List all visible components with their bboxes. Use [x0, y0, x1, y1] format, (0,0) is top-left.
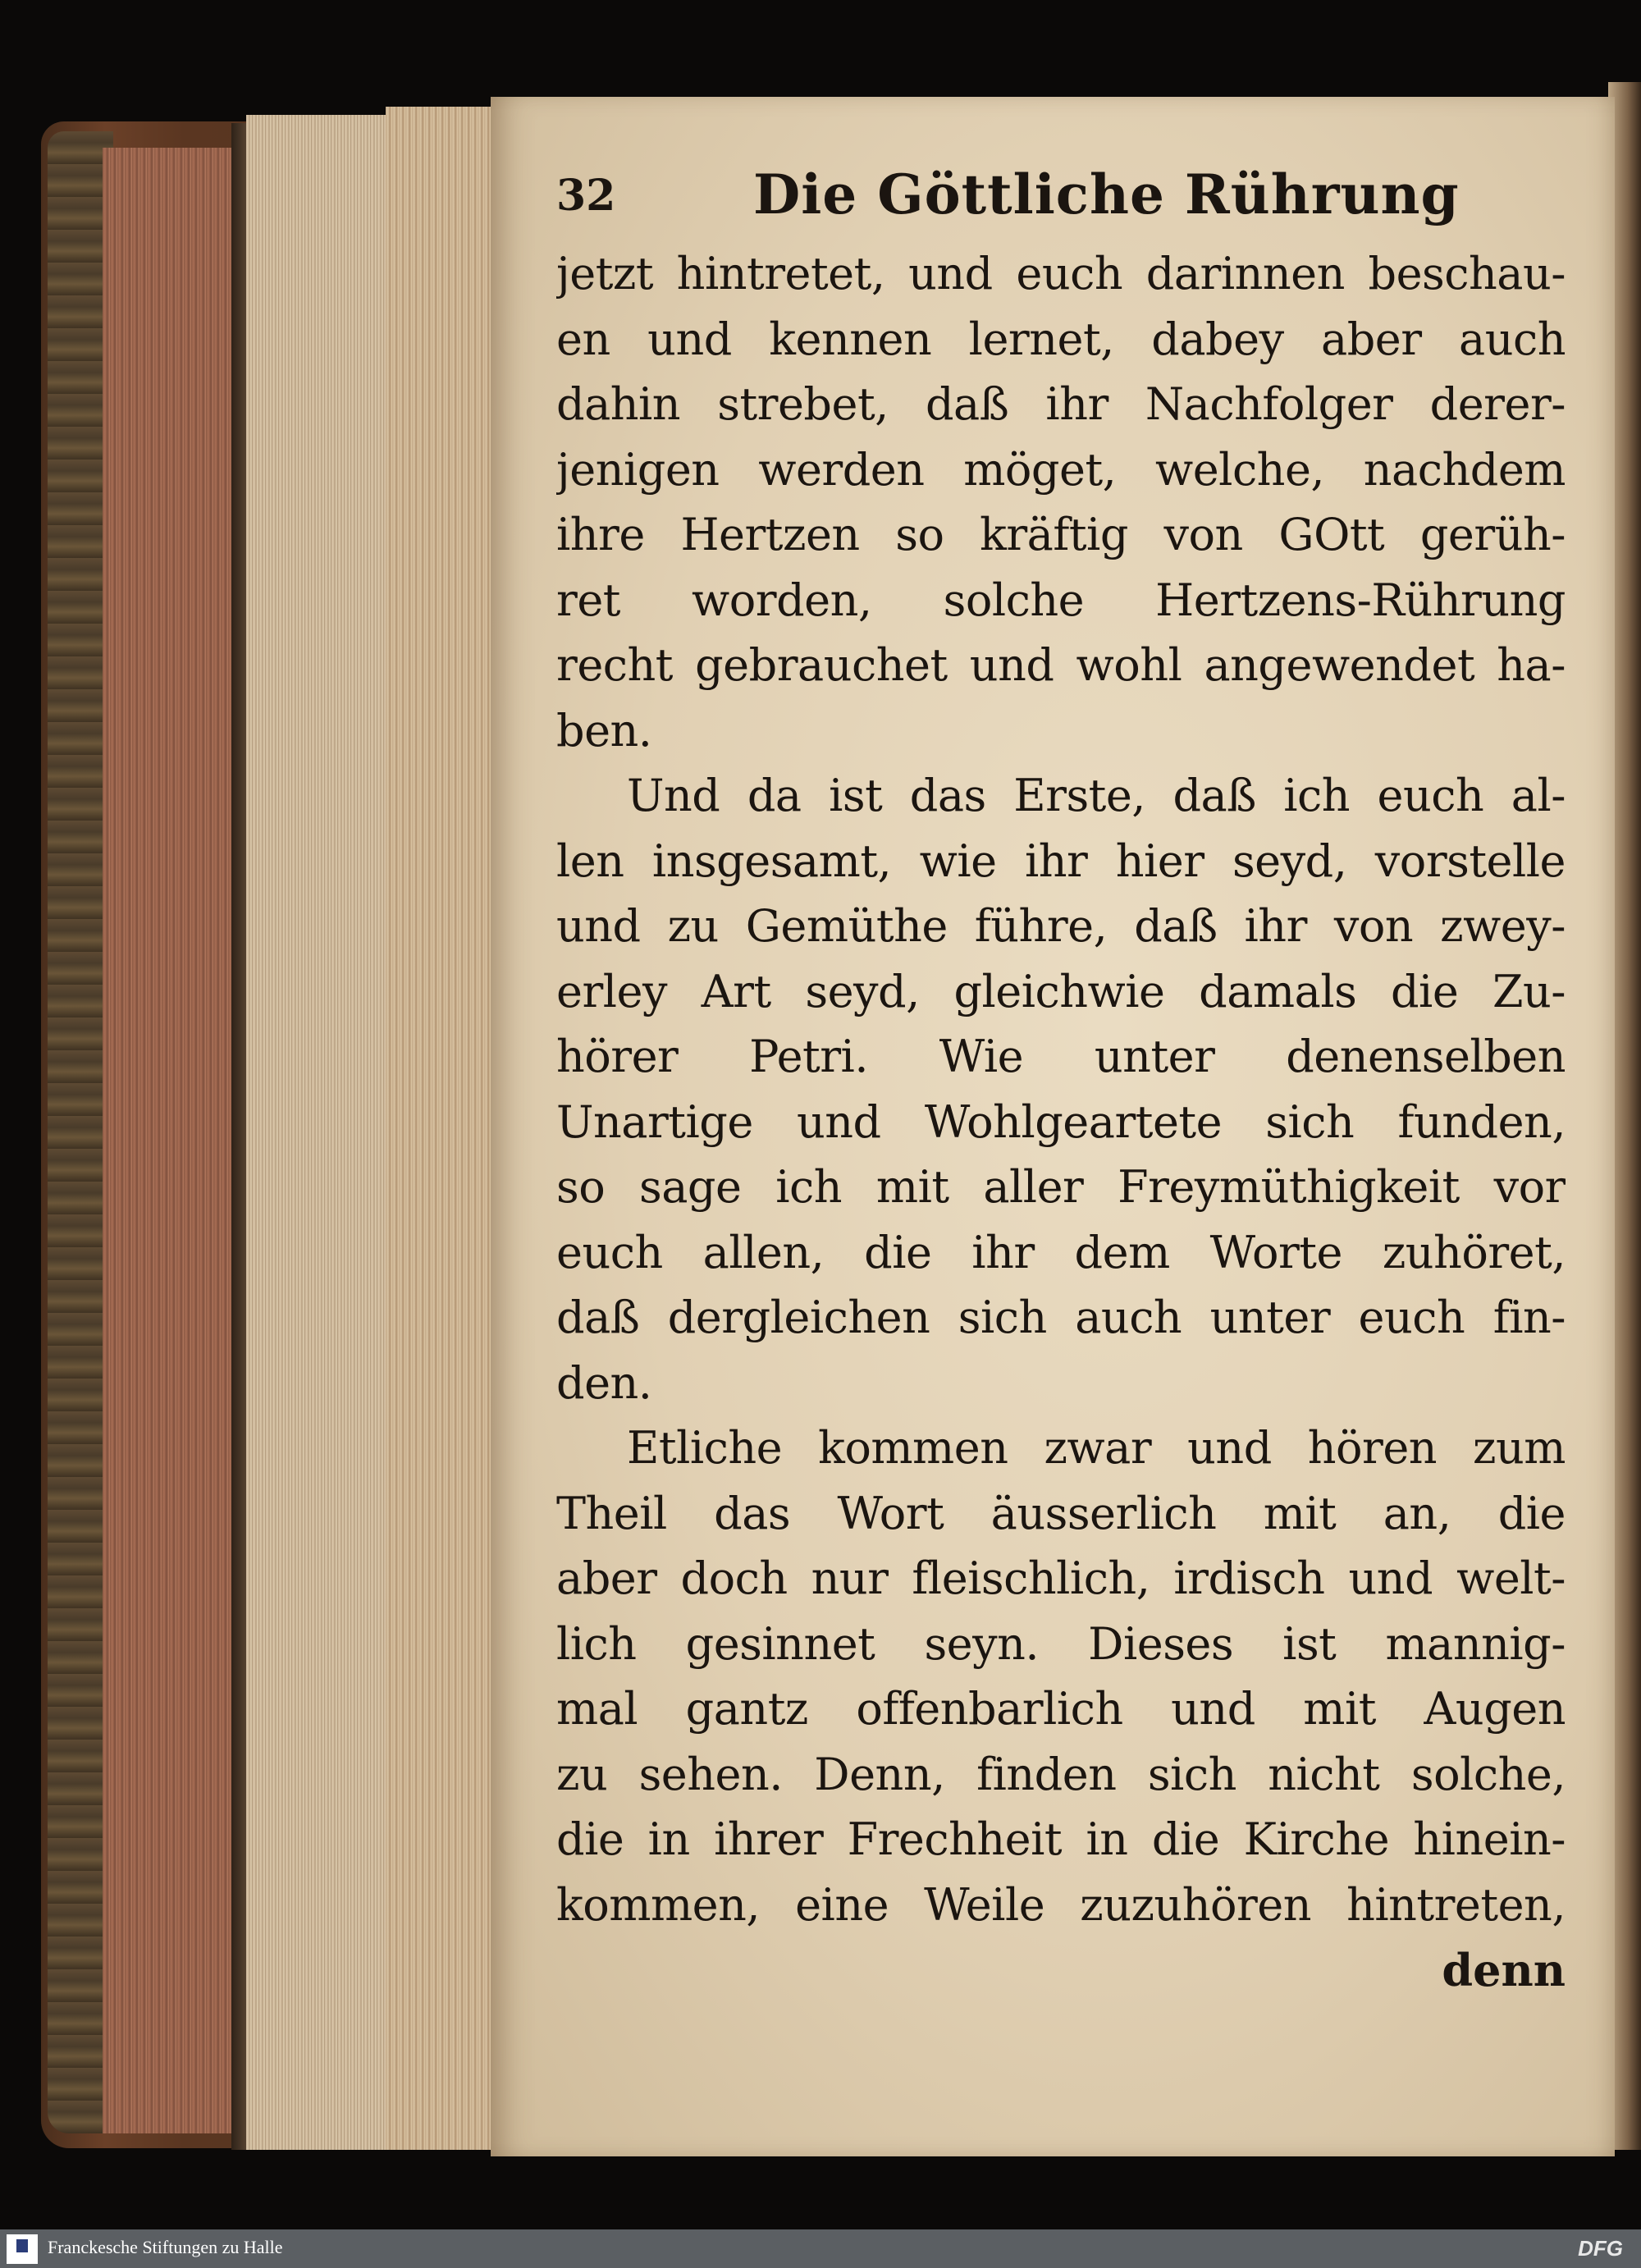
text-line: zu sehen. Denn, finden sich nicht solche, — [556, 1748, 1566, 1800]
page-text — [556, 162, 1566, 2003]
page-number: 32 — [556, 171, 616, 221]
text-line: ret worden, solche Hertzens-Rührung — [556, 574, 1566, 626]
text-line-paragraph-start: Etliche kommen zwar und hören zum — [627, 1422, 1566, 1474]
text-line: und zu Gemüthe führe, daß ihr von zwey- — [556, 900, 1566, 952]
text-line-paragraph-start: Und da ist das Erste, daß ich euch al- — [627, 770, 1566, 821]
institution-logo-icon[interactable] — [7, 2234, 38, 2264]
running-head: Die Göttliche Rührung — [753, 162, 1460, 226]
page-edges-red — [103, 148, 234, 2133]
text-line: euch allen, die ihr dem Worte zuhöret, — [556, 1226, 1566, 1278]
text-line: Theil das Wort äusserlich mit an, die — [556, 1487, 1566, 1539]
text-line: dahin strebet, daß ihr Nachfolger derer- — [556, 378, 1566, 430]
text-line: ben. — [556, 704, 652, 757]
footer-bar — [0, 2229, 1641, 2268]
text-line: kommen, eine Weile zuzuhören hintreten, — [556, 1878, 1566, 1931]
text-line: erley Art seyd, gleichwie damals die Zu- — [556, 965, 1566, 1017]
text-line: jenigen werden möget, welche, nachdem — [556, 443, 1566, 496]
text-line: ihre Hertzen so kräftig von GOtt gerüh- — [556, 509, 1566, 560]
page-edges-gap — [231, 123, 248, 2150]
catchword: denn — [1442, 1944, 1566, 1996]
text-line: len insgesamt, wie ihr hier seyd, vorstelle — [556, 834, 1566, 887]
text-line: mal gantz offenbarlich und mit Augen — [556, 1683, 1566, 1735]
dfg-logo[interactable]: DFG — [1578, 2236, 1623, 2261]
page-edges-stack-inner — [386, 107, 501, 2150]
text-line: den. — [556, 1356, 652, 1409]
text-line: daß dergleichen sich auch unter euch fin- — [556, 1292, 1566, 1343]
text-line: lich gesinnet seyn. Dieses ist mannig- — [556, 1617, 1566, 1670]
text-line: so sage ich mit aller Freymüthigkeit vor — [556, 1161, 1566, 1213]
text-line: jetzt hintretet, und euch darinnen beschau- — [556, 248, 1566, 300]
text-line: en und kennen lernet, dabey aber auch — [556, 313, 1566, 365]
institution-link[interactable]: Franckesche Stiftungen zu Halle — [48, 2237, 283, 2257]
text-line: hörer Petri. Wie unter denenselben — [556, 1031, 1566, 1082]
text-line: recht gebrauchet und wohl angewendet ha- — [556, 639, 1566, 691]
page-header — [556, 162, 1566, 236]
text-line: die in ihrer Frechheit in die Kirche hinein- — [556, 1813, 1566, 1865]
text-line: Unartige und Wohlgeartete sich funden, — [556, 1095, 1566, 1148]
text-line: aber doch nur fleischlich, irdisch und welt- — [556, 1552, 1566, 1604]
book-page — [491, 97, 1615, 2156]
